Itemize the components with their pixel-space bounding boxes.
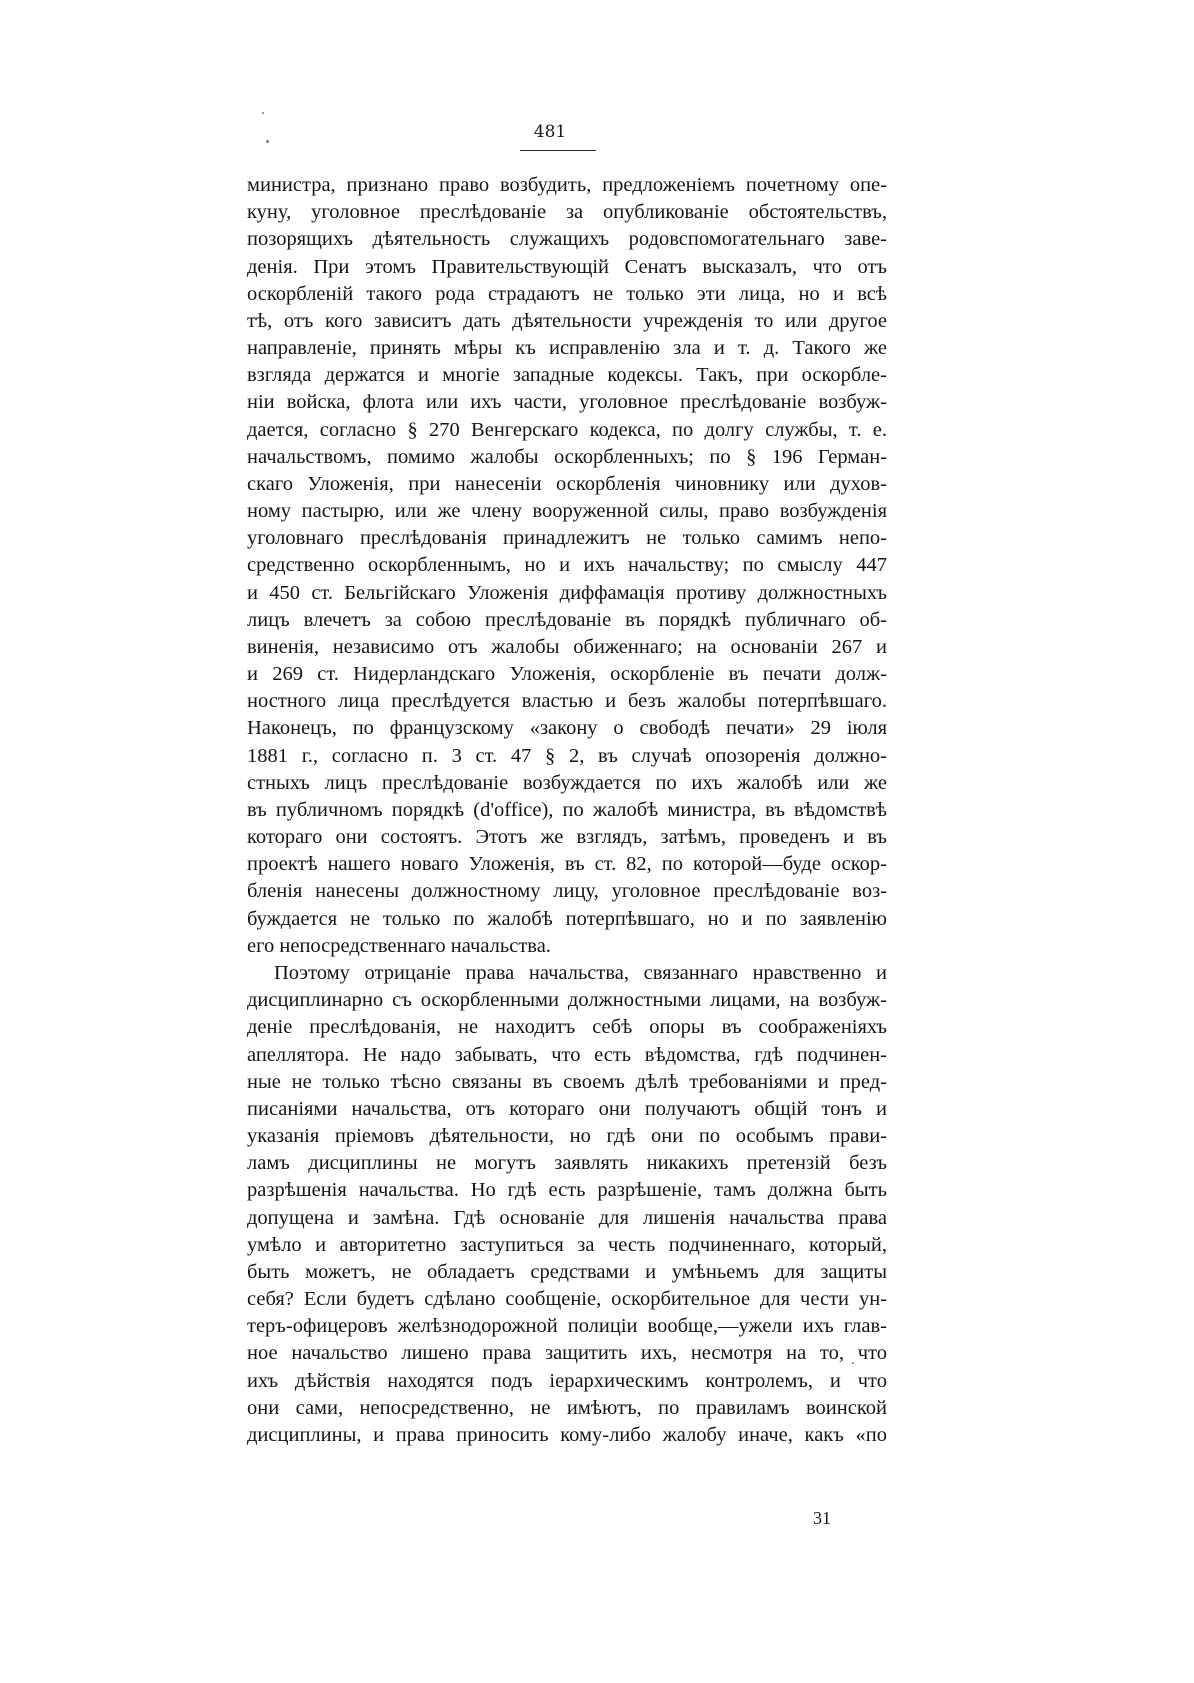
text-line: стныхъ лицъ преслѣдованіе возбуждается по ихъ жалобѣ или же: [247, 771, 887, 794]
text-line: ному пастырю, или же члену вооруженной силы, право возбужденія: [247, 500, 887, 523]
text-line: средственно оскорбленнымъ, но и ихъ начальству; по смыслу 447: [247, 554, 887, 577]
text-line: котораго они состоятъ. Этотъ же взглядъ, затѣмъ, проведенъ и въ: [247, 826, 887, 849]
text-line: быть можетъ, не обладаетъ средствами и умѣньемъ для защиты: [247, 1260, 887, 1283]
text-line: дается, согласно § 270 Венгерскаго кодекса, по долгу службы, т. е.: [247, 418, 887, 441]
text-line: 1881 г., согласно п. 3 ст. 47 § 2, въ случаѣ опозоренія должно-: [247, 744, 887, 767]
text-line: указанія пріемовъ дѣятельности, но гдѣ они по особымъ прави-: [247, 1125, 887, 1148]
text-line: денія. При этомъ Правительствующій Сенатъ высказалъ, что отъ: [247, 255, 887, 278]
text-line: направленіе, принять мѣры къ исправленію зла и т. д. Такого же: [247, 337, 887, 360]
text-line: оскорбленій такого рода страдаютъ не только эти лица, но и всѣ: [247, 282, 887, 305]
page-number: 481: [533, 122, 567, 142]
body-text: [247, 172, 887, 1449]
text-line: скаго Уложенія, при нанесеніи оскорбленія чиновнику или духов-: [247, 472, 887, 495]
text-line: и 450 ст. Бельгійскаго Уложенія диффамація противу должностныхъ: [247, 581, 887, 604]
text-line: дисциплины, и права приносить кому-либо жалобу иначе, какъ «по: [247, 1423, 887, 1446]
text-line: теръ-офицеровъ желѣзнодорожной полиціи вообще,—ужели ихъ глав-: [247, 1315, 887, 1338]
text-line: Наконецъ, по французскому «закону о свободѣ печати» 29 іюля: [247, 717, 887, 740]
text-line: умѣло и авторитетно заступиться за честь подчиненнаго, который,: [247, 1233, 887, 1256]
text-line: тѣ, отъ кого зависитъ дать дѣятельности учрежденія то или другое: [247, 309, 887, 332]
text-line: ные не только тѣсно связаны въ своемъ дѣлѣ требованіями и пред-: [247, 1070, 887, 1093]
paragraph-first-line: Поэтому отрицаніе права начальства, связаннаго нравственно и: [274, 961, 887, 984]
text-line: разрѣшенія начальства. Но гдѣ есть разрѣшеніе, тамъ должна быть: [247, 1179, 887, 1202]
header-rule: [520, 150, 596, 151]
text-line: ное начальство лишено права защитить ихъ, несмотря на то, что: [247, 1342, 887, 1365]
text-line: въ публичномъ порядкѣ (d'office), по жалобѣ министра, въ вѣдомствѣ: [247, 798, 887, 821]
text-line: ламъ дисциплины не могутъ заявлять никакихъ претензій безъ: [247, 1152, 887, 1175]
text-line: позорящихъ дѣятельность служащихъ родовспомогательнаго заве-: [247, 228, 887, 251]
text-line: они сами, непосредственно, не имѣютъ, по правиламъ воинской: [247, 1396, 887, 1419]
text-line: апеллятора. Не надо забывать, что есть вѣдомства, гдѣ подчинен-: [247, 1043, 887, 1066]
text-line: ихъ дѣйствія находятся подъ іерархическимъ контролемъ, и что: [247, 1369, 887, 1392]
text-line: дисциплинарно съ оскорбленными должностными лицами, на возбуж-: [247, 989, 887, 1012]
paragraph-last-line: его непосредственнаго начальства.: [247, 934, 551, 957]
text-line: ніи войска, флота или ихъ части, уголовное преслѣдованіе возбуж-: [247, 391, 887, 414]
text-line: допущена и замѣна. Гдѣ основаніе для лишенія начальства права: [247, 1206, 887, 1229]
text-line: ностного лица преслѣдуется властью и безъ жалобы потерпѣвшаго.: [247, 690, 887, 713]
text-line: взгляда держатся и многіе западные кодексы. Такъ, при оскорбле-: [247, 364, 887, 387]
text-line: министра, признано право возбудить, предложеніемъ почетному опе-: [247, 174, 887, 196]
scan-speck: [262, 112, 264, 114]
text-line: куну, уголовное преслѣдованіе за опубликованіе обстоятельствъ,: [247, 201, 887, 224]
text-line: лицъ влечетъ за собою преслѣдованіе въ порядкѣ публичнаго об-: [247, 608, 887, 631]
text-line: бленія нанесены должностному лицу, уголовное преслѣдованіе воз-: [247, 880, 887, 903]
text-line: уголовнаго преслѣдованія принадлежитъ не только самимъ непо-: [247, 527, 887, 550]
text-line: буждается не только по жалобѣ потерпѣвшаго, но и по заявленію: [247, 907, 887, 930]
text-line: виненія, независимо отъ жалобы обиженнаго; на основаніи 267 и: [247, 635, 887, 658]
signature-mark: 31: [813, 1508, 831, 1528]
text-line: себя? Если будетъ сдѣлано сообщеніе, оскорбительное для чести ун-: [247, 1288, 887, 1311]
text-line: проектѣ нашего новаго Уложенія, въ ст. 82, по которой—буде оскор-: [247, 853, 887, 876]
text-line: начальствомъ, помимо жалобы оскорбленныхъ; по § 196 Герман-: [247, 445, 887, 468]
text-line: деніе преслѣдованія, не находитъ себѣ опоры въ соображеніяхъ: [247, 1016, 887, 1039]
text-line: и 269 ст. Нидерландскаго Уложенія, оскорбленіе въ печати долж-: [247, 663, 887, 686]
text-line: писаніями начальства, отъ котораго они получаютъ общій тонъ и: [247, 1097, 887, 1120]
